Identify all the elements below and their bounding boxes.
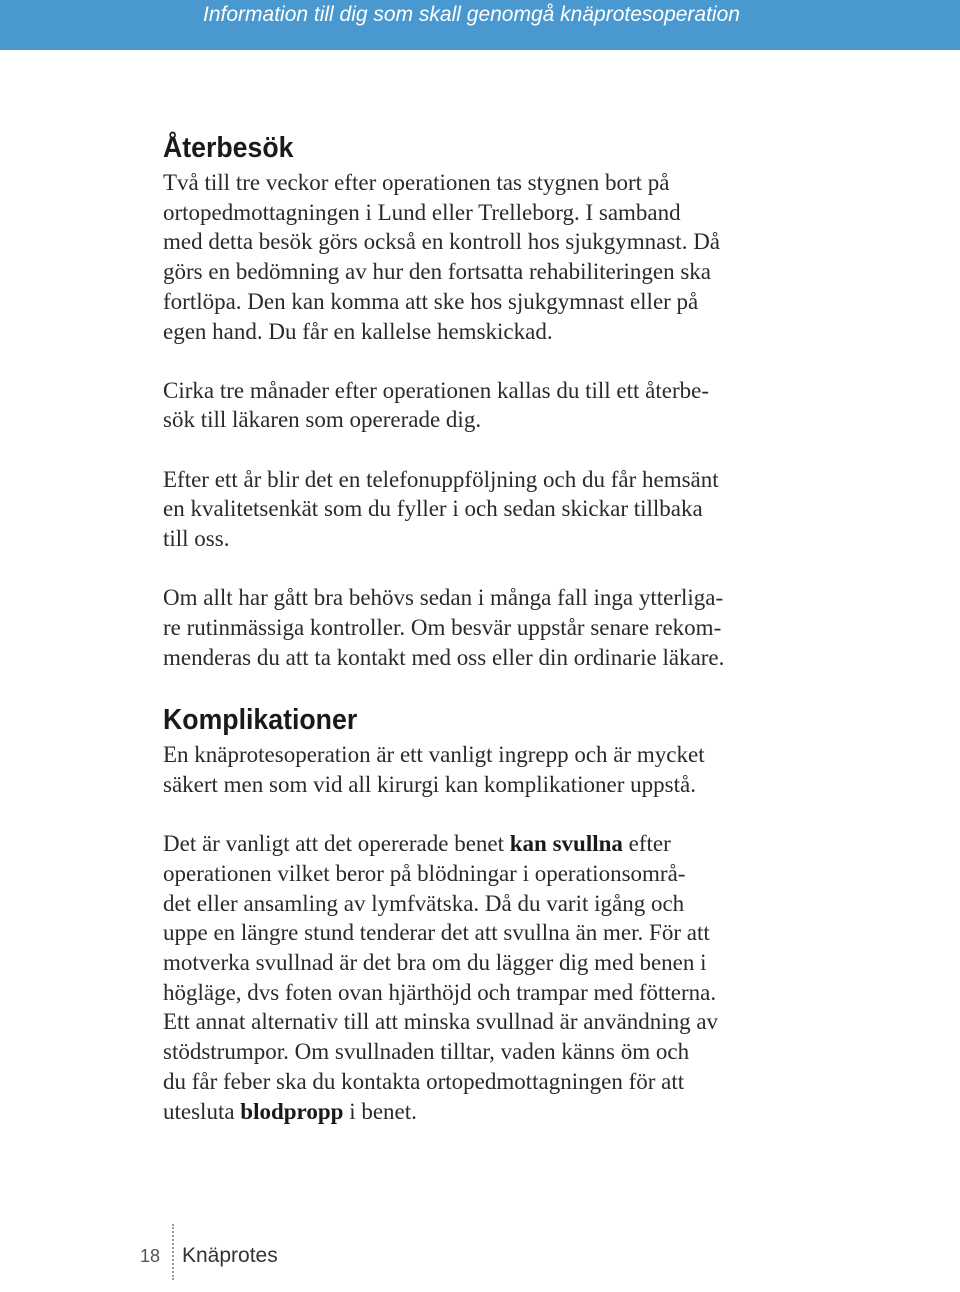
text-line: menderas du att ta kontakt med oss eller din ordinarie läkare.: [163, 644, 725, 670]
text-line: till oss.: [163, 526, 230, 552]
text-line: [163, 829, 813, 859]
text-line: ortopedmottagningen i Lund eller Trelleborg. I samband: [163, 199, 681, 225]
text-line: [163, 1097, 813, 1127]
text-line: re rutinmässiga kontroller. Om besvär uppstår senare rekom-: [163, 614, 722, 640]
text-line: Efter ett år blir det en telefonuppföljning och du får hemsänt: [163, 466, 719, 492]
text-line: stödstrumpor. Om svullnaden tilltar, vaden känns öm och: [163, 1039, 690, 1065]
emphasis-kan-svullna: kan svullna: [509, 831, 623, 857]
heading-aterbesok: Återbesök: [163, 132, 294, 164]
text-line: du får feber ska du kontakta ortopedmottagningen för att: [163, 1068, 685, 1094]
text-line: fortlöpa. Den kan komma att ske hos sjukgymnast eller på: [163, 288, 699, 314]
emphasis-blodpropp: blodpropp: [240, 1098, 344, 1124]
text-run: i benet.: [343, 1098, 417, 1124]
text-line: Cirka tre månader efter operationen kallas du till ett återbe-: [163, 377, 710, 403]
text-line: med detta besök görs också en kontroll hos sjukgymnast. Då: [163, 229, 721, 255]
text-line: egen hand. Du får en kallelse hemskickad.: [163, 318, 553, 344]
text-run: utesluta: [163, 1098, 241, 1124]
text-line: operationen vilket beror på blödningar i operationsområ-: [163, 860, 686, 886]
text-line: motverka svullnad är det bra om du lägger dig med benen i: [163, 950, 707, 976]
header-title: Information till dig som skall genomgå knäprotesoperation: [203, 3, 740, 26]
footer-divider: [172, 1224, 174, 1280]
heading-komplikationer: Komplikationer: [163, 704, 358, 737]
text-line: säkert men som vid all kirurgi kan komplikationer uppstå.: [163, 772, 696, 798]
text-line: högläge, dvs foten ovan hjärthöjd och trampar med fötterna.: [163, 979, 717, 1005]
header-bar: [0, 0, 960, 50]
paragraph-komplikationer-1: [163, 740, 813, 799]
page-footer: [0, 1222, 960, 1282]
paragraph-komplikationer-2: [163, 829, 813, 1126]
paragraph-aterbesok-3: [163, 465, 813, 554]
text-line: sök till läkaren som opererade dig.: [163, 407, 482, 433]
page-content: [163, 128, 813, 1126]
text-line: Ett annat alternativ till att minska svullnad är användning av: [163, 1009, 719, 1035]
paragraph-aterbesok-4: [163, 583, 813, 672]
text-run: efter: [622, 831, 671, 857]
footer-label: Knäprotes: [182, 1244, 278, 1267]
text-run: Det är vanligt att det opererade benet: [163, 831, 510, 857]
text-line: en kvalitetsenkät som du fyller i och sedan skickar tillbaka: [163, 496, 703, 522]
text-line: Två till tre veckor efter operationen tas stygnen bort på: [163, 170, 670, 195]
text-line: Om allt har gått bra behövs sedan i många fall inga ytterliga-: [163, 585, 724, 611]
text-line: En knäprotesoperation är ett vanligt ingrepp och är mycket: [163, 742, 705, 768]
text-line: uppe en längre stund tenderar det att svullna än mer. För att: [163, 920, 710, 946]
paragraph-aterbesok-2: [163, 376, 813, 435]
paragraph-aterbesok-1: [163, 168, 813, 346]
text-line: det eller ansamling av lymfvätska. Då du varit igång och: [163, 890, 685, 916]
page-number: 18: [140, 1246, 161, 1266]
text-line: görs en bedömning av hur den fortsatta rehabiliteringen ska: [163, 259, 712, 285]
